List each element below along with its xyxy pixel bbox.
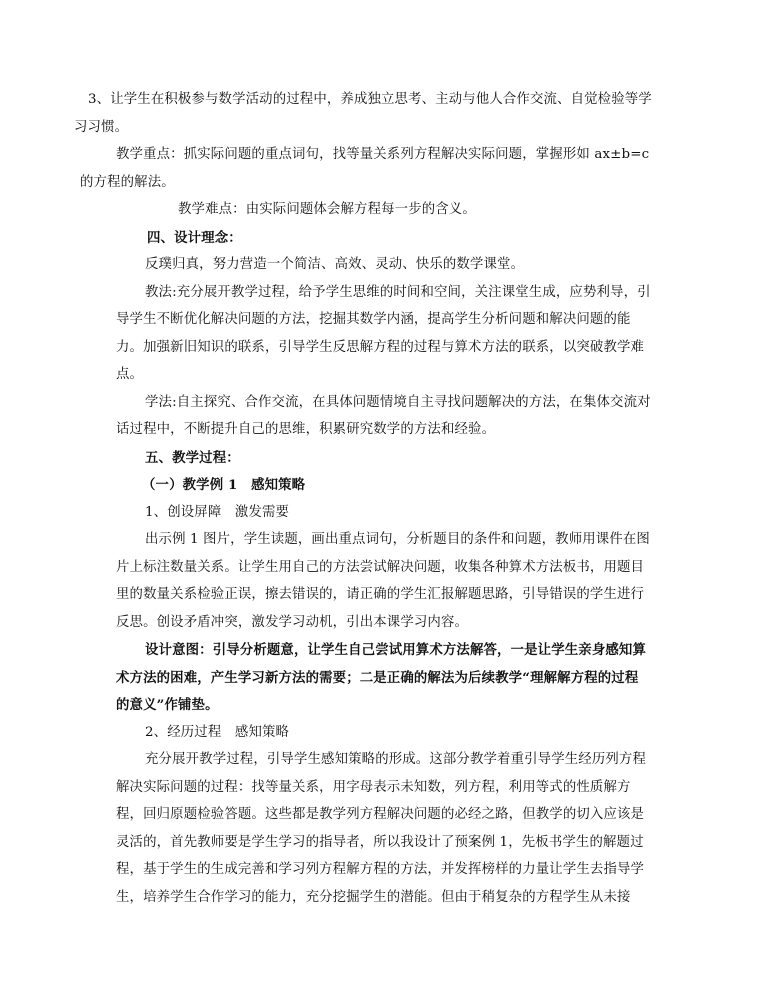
paragraph-line: 片上标注数量关系。让学生用自己的方法尝试解决问题，收集各种算术方法板书，用题目: [116, 560, 645, 575]
paragraph-line: 教学重点：抓实际问题的重点词句，找等量关系列方程解决实际问题，掌握形如 ax±b=c: [116, 147, 650, 162]
paragraph-line: 1、创设屏障 激发需要: [145, 505, 290, 520]
paragraph-line: 出示例 1 图片，学生读题，画出重点词句，分析题目的条件和问题，教师用课件在图: [145, 532, 650, 547]
paragraph-line: 习习惯。: [74, 120, 129, 135]
design-intent-line: 术方法的困难，产生学习新方法的需要；二是正确的解法为后续教学“理解解方程的过程: [116, 670, 639, 686]
paragraph-line: 教法:充分展开教学过程，给予学生思维的时间和空间，关注课堂生成，应势利导，引: [145, 285, 651, 300]
paragraph-line: 灵活的，首先教师要是学生学习的指导者，所以我设计了预案例 1，先板书学生的解题过: [116, 835, 644, 850]
paragraph-line: 反璞归真，努力营造一个简洁、高效、灵动、快乐的数学课堂。: [145, 257, 525, 272]
paragraph-line: 的方程的解法。: [80, 175, 175, 190]
paragraph-line: 力。加强新旧知识的联系，引导学生反思解方程的过程与算术方法的联系，以突破教学难: [116, 340, 645, 355]
paragraph-line: 程，基于学生的生成完善和学习列方程解方程的方法，并发挥榜样的力量让学生去指导学: [116, 862, 645, 877]
paragraph-line: 点。: [116, 367, 144, 382]
design-intent-line: 设计意图：引导分析题意，让学生自己尝试用算术方法解答，一是让学生亲身感知算: [145, 642, 647, 658]
paragraph-line: 2、经历过程 感知策略: [145, 725, 290, 740]
paragraph-line: 解决实际问题的过程：找等量关系，用字母表示未知数，列方程，利用等式的性质解方: [116, 780, 631, 795]
paragraph-line: 话过程中，不断提升自己的思维，积累研究数学的方法和经验。: [116, 422, 496, 437]
paragraph-line: 3、让学生在积极参与数学活动的过程中，养成独立思考、主动与他人合作交流、自觉检验等学: [88, 92, 652, 107]
subsection-heading: （一）教学例 1 感知策略: [142, 477, 306, 493]
paragraph-line: 教学难点：由实际问题体会解方程每一步的含义。: [178, 202, 476, 217]
design-intent-line: 的意义”作铺垫。: [116, 697, 219, 713]
paragraph-line: 学法:自主探究、合作交流，在具体问题情境自主寻找问题解决的方法，在集体交流对: [145, 395, 651, 410]
section-heading: 五、教学过程：: [145, 450, 240, 466]
section-heading: 四、设计理念：: [147, 230, 242, 246]
paragraph-line: 导学生不断优化解决问题的方法，挖掘其数学内涵，提高学生分析问题和解决问题的能: [116, 312, 631, 327]
paragraph-line: 充分展开教学过程，引导学生感知策略的形成。这部分教学着重引导学生经历列方程: [145, 752, 647, 767]
paragraph-line: 生，培养学生合作学习的能力，充分挖掘学生的潜能。但由于稍复杂的方程学生从未接: [116, 890, 631, 905]
paragraph-line: 程，回归原题检验答题。这些都是教学列方程解决问题的必经之路，但教学的切入应该是: [116, 807, 645, 822]
paragraph-line: 里的数量关系检验正误，擦去错误的，请正确的学生汇报解题思路，引导错误的学生进行: [116, 587, 645, 602]
paragraph-line: 反思。创设矛盾冲突，激发学习动机，引出本课学习内容。: [116, 615, 469, 630]
